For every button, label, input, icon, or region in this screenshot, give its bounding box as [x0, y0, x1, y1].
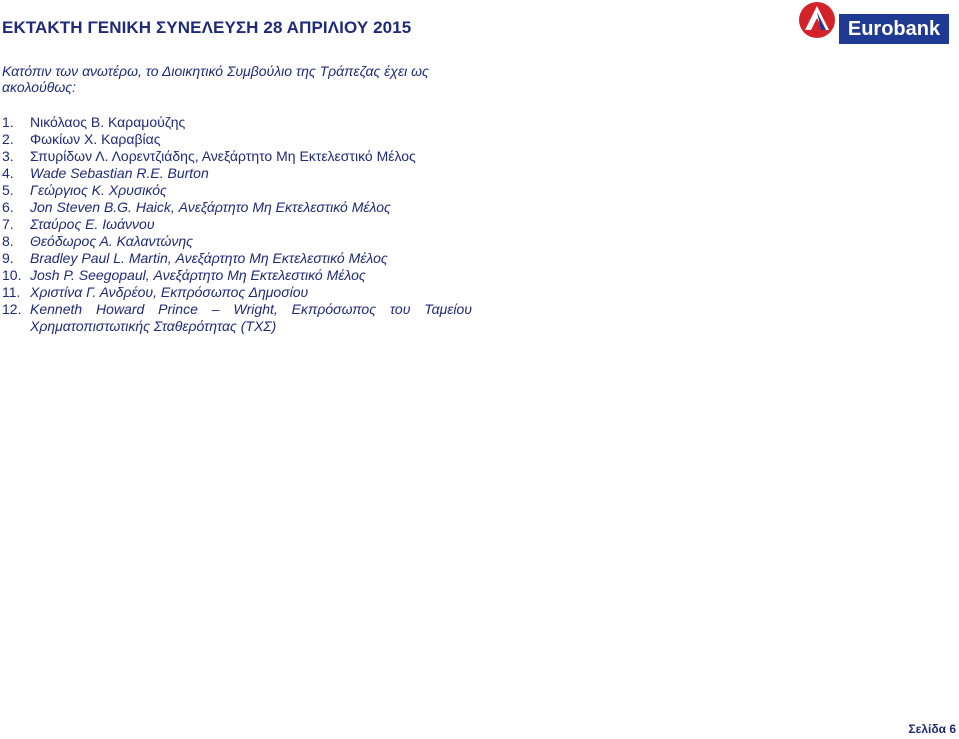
member-name: Bradley Paul L. Martin, Ανεξάρτητο Μη Εκτελεστικό Μέλος — [30, 250, 388, 266]
intro-paragraph: Κατόπιν των ανωτέρω, το Διοικητικό Συμβούλιο της Τράπεζας έχει ως ακολούθως: — [2, 63, 429, 95]
list-item — [2, 165, 472, 182]
list-item — [2, 233, 472, 250]
list-number: 3. — [2, 148, 14, 164]
member-name: Χριστίνα Γ. Ανδρέου, Εκπρόσωπος Δημοσίου — [30, 284, 309, 300]
member-name: Wade Sebastian R.E. Burton — [30, 165, 209, 181]
list-number: 11. — [2, 284, 21, 300]
list-number: 12. — [2, 301, 22, 317]
eurobank-emblem-icon — [797, 0, 839, 42]
list-number: 10. — [2, 267, 22, 283]
list-item — [2, 131, 472, 148]
member-name: Γεώργιος Κ. Χρυσικός — [30, 182, 167, 198]
member-name: Νικόλαος Β. Καραμούζης — [30, 114, 186, 130]
member-name: Kenneth Howard Prince – Wright, Εκπρόσωπος του Ταμείου Χρηματοπιστωτικής Σταθερότητας (ΤΧΣ) — [30, 301, 472, 334]
list-item — [2, 182, 472, 199]
board-members-list — [2, 114, 472, 335]
member-name: Josh P. Seegopaul, Ανεξάρτητο Μη Εκτελεστικό Μέλος — [30, 267, 366, 283]
list-item — [2, 148, 472, 165]
member-name: Σπυρίδων Λ. Λορεντζιάδης, Ανεξάρτητο Μη Εκτελεστικό Μέλος — [30, 148, 416, 164]
member-name: Jon Steven B.G. Haick, Ανεξάρτητο Μη Εκτελεστικό Μέλος — [30, 199, 391, 215]
list-item — [2, 216, 472, 233]
list-item — [2, 284, 472, 301]
list-item — [2, 267, 472, 284]
list-number: 4. — [2, 165, 14, 181]
list-item — [2, 199, 472, 216]
document-title: ΕΚΤΑΚΤΗ ΓΕΝΙΚΗ ΣΥΝΕΛΕΥΣΗ 28 ΑΠΡΙΛΙΟΥ 2015 — [2, 18, 412, 37]
list-number: 1. — [2, 114, 14, 130]
member-name: Σταύρος Ε. Ιωάννου — [30, 216, 155, 232]
list-item — [2, 301, 472, 335]
member-name: Φωκίων Χ. Καραβίας — [30, 131, 161, 147]
page-number: Σελίδα 6 — [908, 722, 956, 736]
list-number: 8. — [2, 233, 14, 249]
list-number: 2. — [2, 131, 14, 147]
list-number: 9. — [2, 250, 14, 266]
list-item — [2, 114, 472, 131]
list-number: 7. — [2, 216, 14, 232]
list-item — [2, 250, 472, 267]
member-name: Θεόδωρος Α. Καλαντώνης — [30, 233, 193, 249]
eurobank-wordmark: Eurobank — [839, 14, 949, 44]
list-number: 5. — [2, 182, 14, 198]
eurobank-logo — [797, 0, 952, 46]
list-number: 6. — [2, 199, 14, 215]
